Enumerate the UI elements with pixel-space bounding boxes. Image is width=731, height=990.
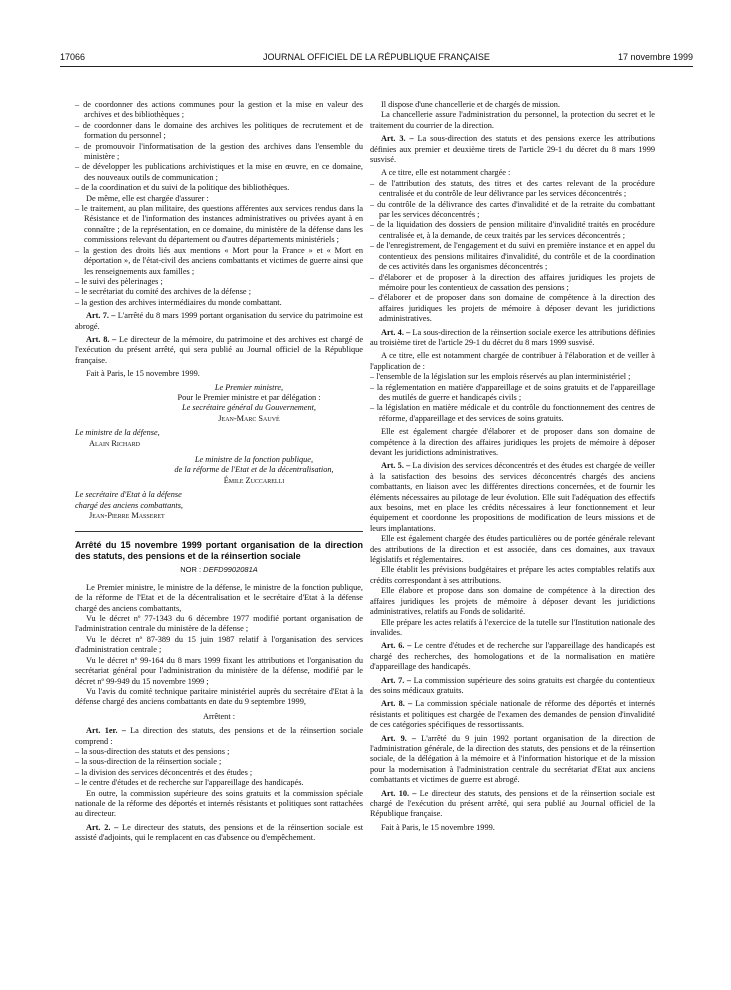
visa: Le Premier ministre, le ministre de la défense, le ministre de la fonction publique, de la réforme de l'Etat et de la décentralisation et le secrétaire d'Etat à la défense chargé des anciens combattants, [75,582,363,613]
signature-name: Jean-Marc Sauvé [218,413,280,423]
visa: Vu le décret nº 87-389 du 15 juin 1987 relatif à l'organisation des services d'administration centrale ; [75,634,363,655]
article-label: Art. 9. – [381,733,417,743]
visa: Vu l'avis du comité technique paritaire ministériel auprès du secrétaire d'Etat à la défense chargé des anciens combattants en date du 9 septembre 1999, [75,686,363,707]
list-item: – de développer les publications archivistiques et la mise en œuvre, en ce domaine, des nouveaux outils de communication ; [75,162,363,182]
article-7 [75,311,363,332]
list-item: – la réglementation en matière d'appareillage et de soins gratuits et de l'appareillage des mutilés de guerre et handicapés civils ; [370,382,655,402]
fait-a-paris: Fait à Paris, le 15 novembre 1999. [86,369,200,379]
paragraph: Elle établit les prévisions budgétaires et prépare les actes comptables relatifs aux crédits correspondant à ses attributions. [370,565,655,585]
article-label: Art. 10. – [381,788,417,798]
article-text: Le directeur de la mémoire, du patrimoine et des archives est chargé de l'exécution du présent arrêté, qui sera publié au Journal officiel de la République française. [75,334,364,365]
list-item: – d'élaborer et de proposer à la direction des affaires juridiques les projets de mémoire pour les contentieux de cassation des pensions ; [370,272,655,292]
list-item: – de l'attribution des statuts, des titres et des cartes relevant de la procédure centralisée et du contrôle de leur délivrance par les services déconcentrés ; [370,178,655,199]
article-10 [370,789,655,820]
right-column [370,100,655,836]
signature-line: Pour le Premier ministre et par délégation : [177,392,321,402]
article-text: La sous-direction de la réinsertion sociale exerce les attributions définies au troisième tiret de l'article 29-1 du décret du 8 mars 1999 susvisé. [370,327,655,347]
paragraph: Elle est également chargée des études particulières ou de portée générale relevant des attributions de la direction et est associée, dans ces domaines, aux travaux législatifs et réglementaires. [370,534,655,565]
list-item: – l'ensemble de la législation sur les emplois réservés au plan interministériel ; [370,372,631,382]
signature-name: Émile Zuccarelli [223,475,285,485]
list-item: – de la coordination et du suivi de la politique des bibliothèques. [75,183,290,193]
article-label: Art. 1er. – [86,726,126,736]
article-label: Art. 8. – [381,699,413,709]
article-text: La direction des statuts, des pensions et de la réinsertion sociale comprend : [75,726,363,746]
nor-reference [75,565,363,575]
signature-line: de la réforme de l'Etat et de la décentralisation, [174,465,334,475]
list-item: – la sous-direction des statuts et des pensions ; [75,746,230,756]
page-header [60,52,693,67]
visa: Vu le décret nº 77-1343 du 6 décembre 1977 modifié portant organisation de l'administration centrale du ministère de la défense ; [75,614,363,634]
list-item: – de la liquidation des dossiers de pension militaire d'invalidité traités en procédure centralisée et, à la demande, de ceux traités par les services déconcentrés ; [370,220,655,240]
article-2 [75,823,363,844]
list-item: – la législation en matière médicale et du contrôle du fonctionnement des centres de réforme, d'appareillage et des services de soins gratuits. [370,403,655,423]
paragraph: La chancellerie assure l'administration du personnel, la protection du secret et le traitement du courrier de la direction. [370,110,655,130]
article-text: Le directeur des statuts, des pensions et de la réinsertion sociale est assisté d'adjoints, qui le remplacent en cas d'absence ou d'empêchement. [75,822,363,843]
signature-line: Le secrétaire général du Gouvernement, [181,403,317,413]
journal-title: JOURNAL OFFICIEL DE LA RÉPUBLIQUE FRANÇAISE [263,52,490,62]
fait-a-paris: Fait à Paris, le 15 novembre 1999. [381,822,495,832]
list-item: – la gestion des droits liés aux mentions « Mort pour la France » et « Mort en déportation », de l'état-civil des anciens combattants et victimes de guerre ainsi que les renseignements aux familles ; [75,245,363,276]
article-3 [370,134,655,165]
article-label: Art. 8. – [86,334,117,344]
article-label: Art. 4. – [381,327,411,337]
article-8 [75,335,363,366]
publication-date: 17 novembre 1999 [617,52,693,62]
article-4 [370,328,655,349]
paragraph: A ce titre, elle est notamment chargée : [381,168,511,178]
signature-title: Le ministre de la défense, [75,428,160,438]
signature-title: Le ministre de la fonction publique, [194,455,314,464]
list-item: – le suivi des pèlerinages ; [75,276,163,286]
list-item: – la sous-direction de la réinsertion sociale ; [75,757,222,767]
visa: Vu le décret nº 99-164 du 8 mars 1999 fixant les attributions et l'organisation du secrétariat général pour l'administration du ministère de la défense, modifié par le décret nº 99-949 du 15 novembre 1999 ; [75,655,363,686]
signature-title: Le secrétaire d'Etat à la défense [75,490,182,500]
nor-label: NOR : [180,565,202,575]
list-item: – le centre d'études et de recherche sur l'appareillage des handicapés. [75,778,304,788]
paragraph: De même, elle est chargée d'assurer : [86,193,209,203]
signature-line: chargé des anciens combattants, [75,500,183,510]
article-label: Art. 5. – [381,461,411,471]
article-9 [370,734,655,786]
article-text: La commission supérieure des soins gratuits est chargée du contentieux des soins médicaux gratuits. [370,675,656,695]
arretent: Arrêtent : [202,711,236,721]
list-item: – la division des services déconcentrés et des études ; [75,767,253,777]
paragraph: Elle est également chargée d'élaborer et de proposer dans son domaine de compétence à la direction des affaires juridiques les projets de mémoire à déposer devant les juridictions administratives. [370,427,655,457]
article-7 [370,676,655,697]
divider [75,531,363,532]
list-item: – la gestion des archives intermédiaires du monde combattant. [75,297,282,307]
article-8 [370,699,655,730]
paragraph: Elle prépare les actes relatifs à l'exercice de la tutelle sur l'Institution nationale des invalides. [370,617,655,637]
article-text: La commission spéciale nationale de réforme des déportés et internés résistants et politiques est chargée de l'examen des demandes de pension d'invalidité de ces catégories spécifiques de ressortissants. [370,699,656,730]
list-item: – le secrétariat du comité des archives de la défense ; [75,287,251,297]
signature-name: Alain Richard [89,438,140,448]
article-text: Le centre d'études et de recherche sur l'appareillage des handicapés est chargé des recherches, des homologations et de la normalisation en matière d'appareillage des handicapés. [370,641,656,672]
article-text: La division des services déconcentrés et des études est chargée de veiller à la satisfaction des besoins des services déconcentrés chargés des anciens combattants, en liaison avec les différentes directions concernées, et de fournir les éléments nécessaires au pilotage de leur évolution. Elle suit l'adéquation des effectifs aux besoins, met en place les crédits nécessaires à leur fonctionnement et leur équipement et coordonne les propositions de modification de leurs missions et de leurs implantations. [370,461,656,533]
signature-title: Le Premier ministre, [214,382,284,392]
article-text: L'arrêté du 8 mars 1999 portant organisation du service du patrimoine est abrogé. [75,311,363,331]
list-item: – de coordonner dans le domaine des archives les politiques de recrutement et de formation du personnel ; [75,120,363,141]
list-item: – de promouvoir l'informatisation de la gestion des archives dans l'ensemble du ministère ; [75,141,363,162]
paragraph: Elle élabore et propose dans son domaine de compétence à la direction des affaires juridiques les projets de mémoire à déposer devant les juridictions administratives, relatifs au Fonds de solidarité. [370,586,655,617]
nor-code: DEFD9902081A [203,565,258,575]
list-item: – le traitement, au plan militaire, des questions afférentes aux services rendus dans la Résistance et de l'information des instances administratives ou privées ayant à en connaître ; de la représentation, en ce domaine, du ministère de la défense dans les commissions relevant du département ou d'autres départements ministériels ; [75,204,363,245]
list-item: – de coordonner des actions communes pour la gestion et la mise en valeur des archives et des bibliothèques ; [75,100,363,120]
article-label: Art. 6. – [381,641,412,651]
page-number: 17066 [60,52,86,62]
article-text: La sous-direction des statuts et des pensions exerce les attributions définies aux premier et deuxième tirets de l'article 29-1 du décret du 8 mars 1999 susvisé. [370,134,656,165]
article-label: Art. 7. – [381,675,412,685]
article-text: L'arrêté du 9 juin 1992 portant organisation de la direction de l'administration générale, de la direction des statuts, des pensions et de la réinsertion sociale, de la délégation à la mémoire et à l'information historique et de la mission pour la modernisation à l'administration centrale du secrétariat d'Etat aux anciens combattants et victimes de guerre est abrogé. [370,733,655,785]
signature-name: Jean-Pierre Masseret [89,511,165,521]
paragraph: A ce titre, elle est notamment chargée de contribuer à l'élaboration et de veiller à l'application de : [370,351,655,371]
paragraph: En outre, la commission supérieure des soins gratuits et la commission spéciale nationale de la réforme des déportés et internés résistants et politiques sont rattachées au directeur. [75,788,363,819]
list-item: – de l'enregistrement, de l'engagement et du suivi en première instance et en appel du contentieux des pensions militaires d'invalidité, du contrôle et de la coordination de ces activités dans les organismes déconcentrés ; [370,241,655,272]
article-label: Art. 2. – [86,822,119,832]
article-1 [75,726,363,747]
article-text: Le directeur des statuts, des pensions et de la réinsertion sociale est chargé de l'exécution du présent arrêté, qui sera publié au Journal officiel de la République française. [370,788,656,819]
article-5 [370,461,655,534]
paragraph: Il dispose d'une chancellerie et de chargés de mission. [381,100,560,109]
list-item: – d'élaborer et de proposer dans son domaine de compétence à la direction des affaires juridiques les projets de mémoire à déposer devant les juridictions administratives. [370,293,655,324]
article-6 [370,641,655,672]
article-label: Art. 7. – [86,311,116,321]
arrete-title: Arrêté du 15 novembre 1999 portant organisation de la direction des statuts, des pensions et de la réinsertion sociale [75,540,363,561]
left-column [75,100,363,847]
list-item: – du contrôle de la délivrance des cartes d'invalidité et de la retraite du combattant par les services déconcentrés ; [370,199,655,220]
article-label: Art. 3. – [381,134,414,144]
